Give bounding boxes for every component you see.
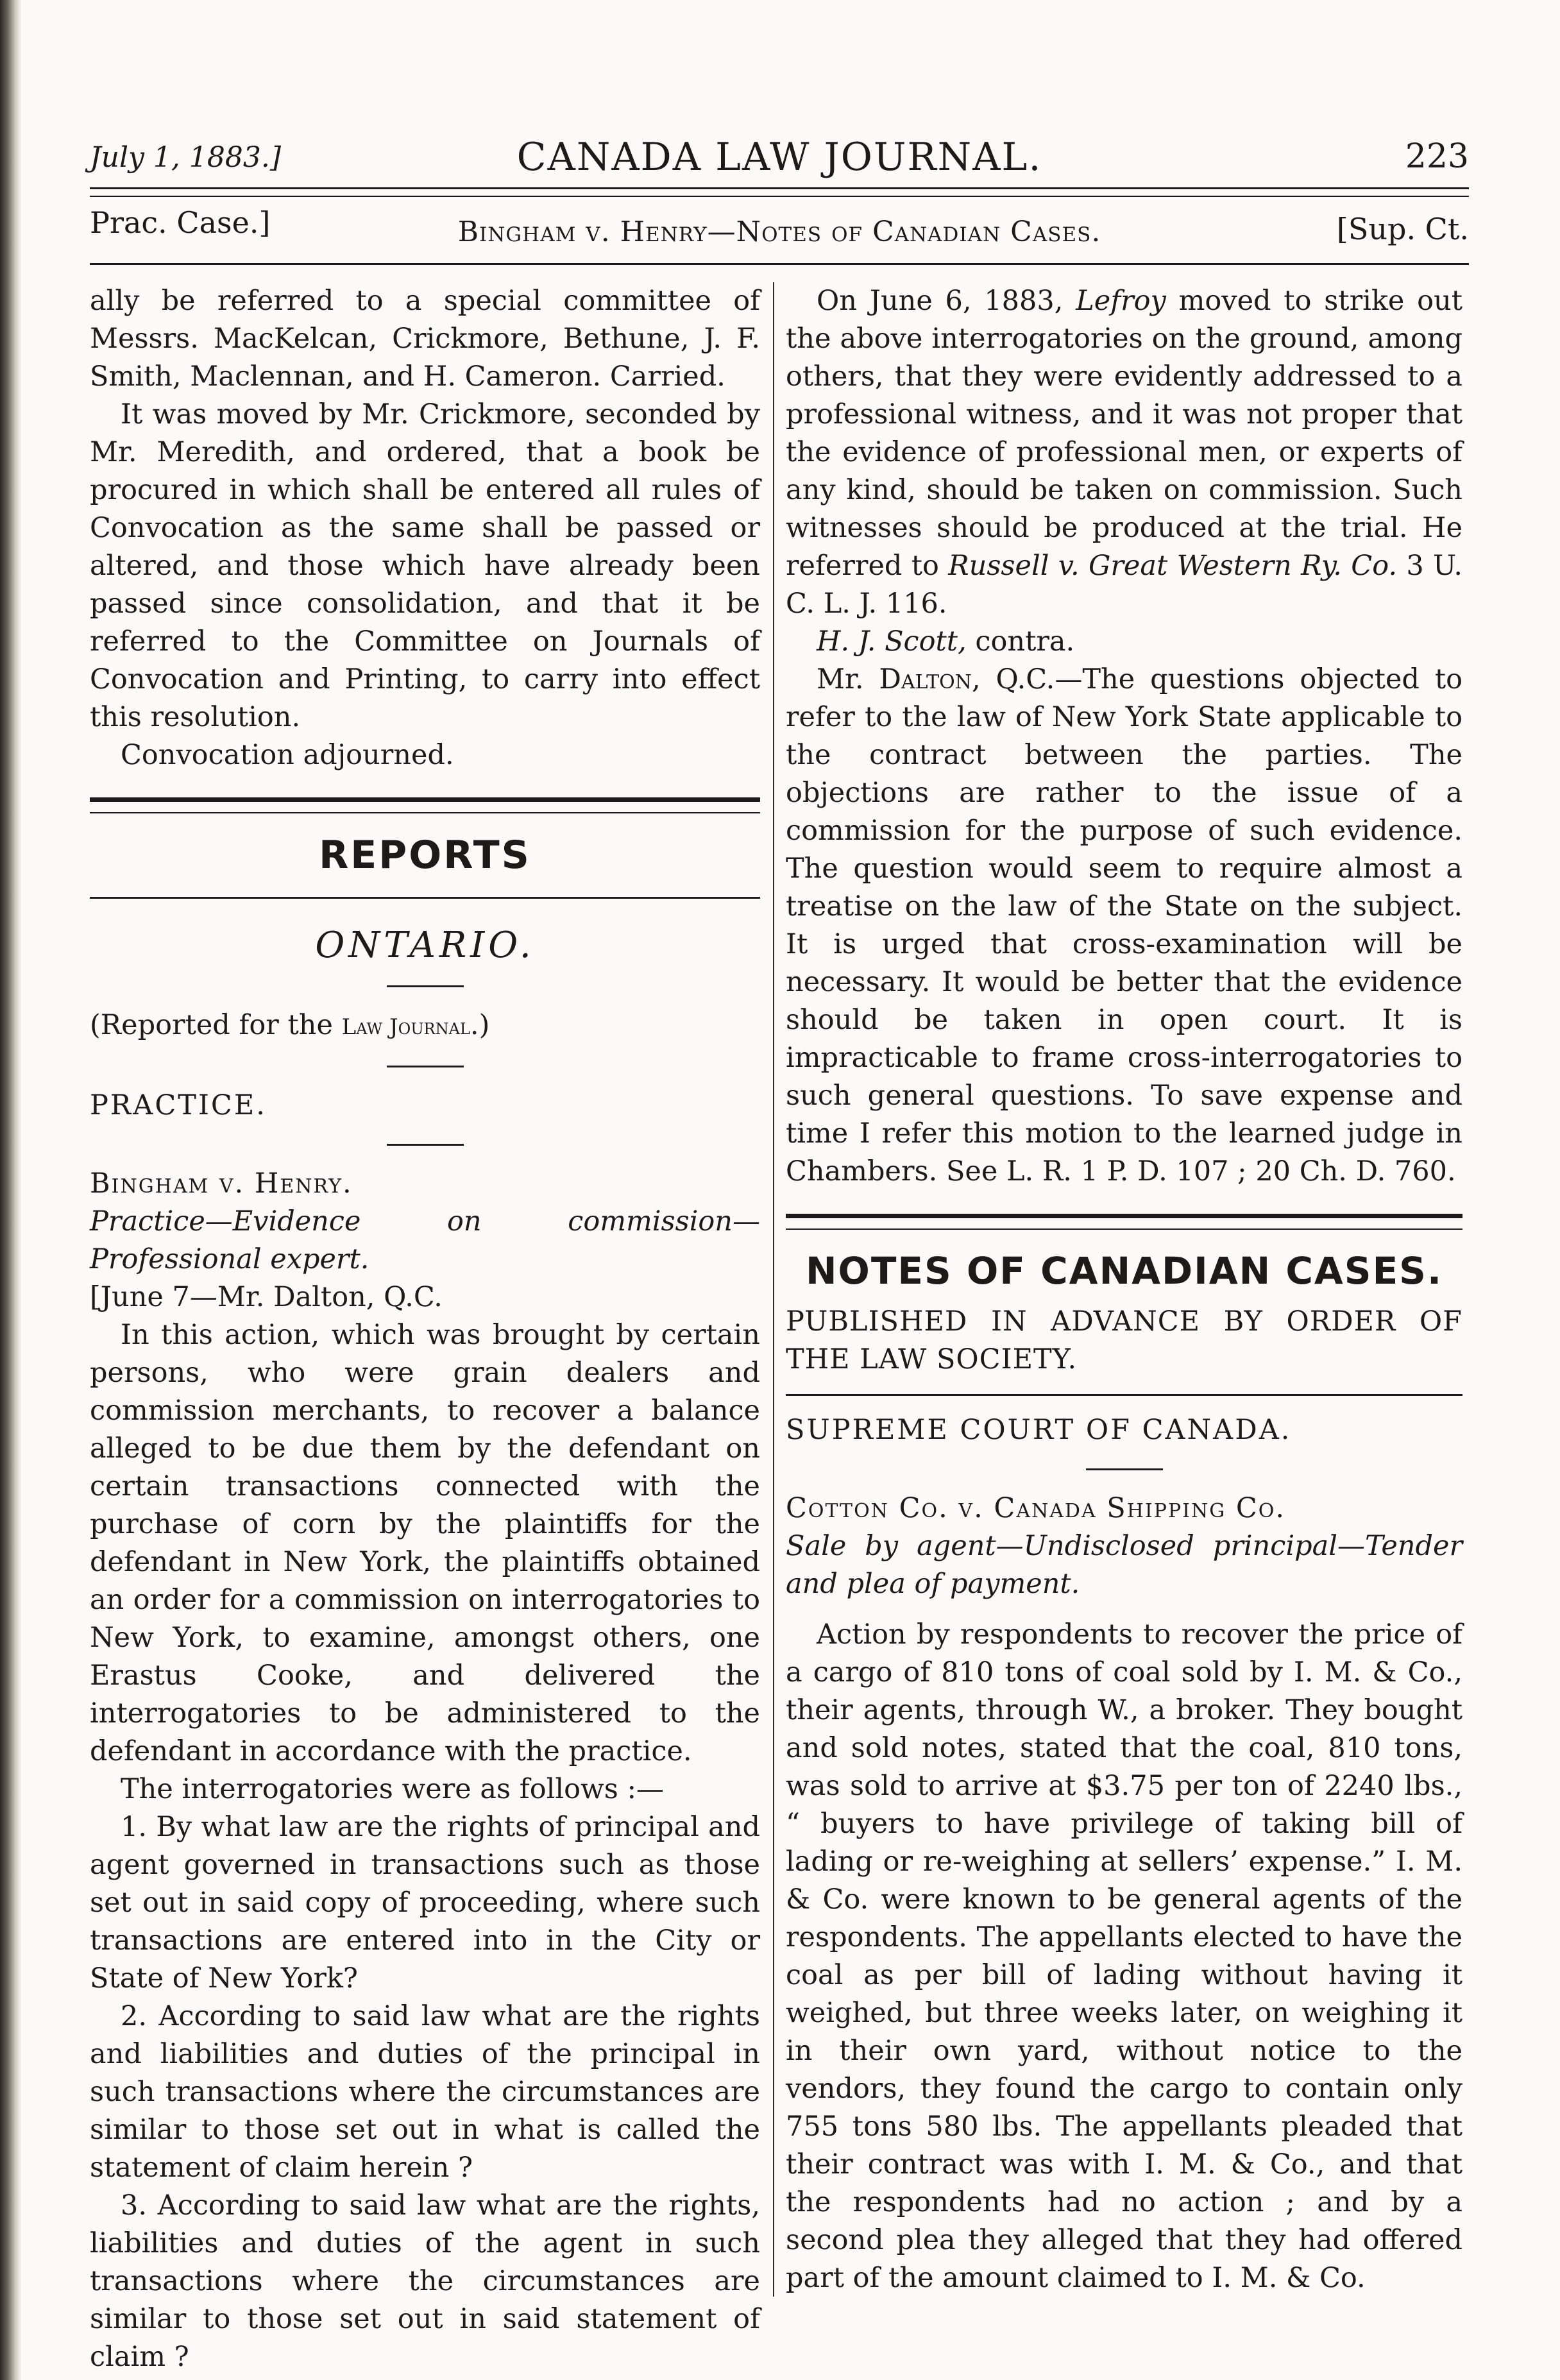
short-rule <box>387 985 464 987</box>
court-heading: SUPREME COURT OF CANADA. <box>786 1414 1292 1446</box>
text: On June 6, 1883, <box>817 285 1064 317</box>
section-center: Bingham v. Henry—Notes of Canadian Cases. <box>457 216 1101 248</box>
left-column <box>90 282 760 2376</box>
issue-date: July 1, 1883.] <box>90 141 281 174</box>
short-rule <box>1086 1468 1163 1470</box>
case-headnote: Practice—Evidence on commission—Professional expert. <box>90 1205 760 1275</box>
short-rule <box>387 1066 464 1067</box>
paragraph: In this action, which was brought by certain persons, who were grain dealers and commission merchants, to recover a balance alleged to be due them by the defendant on certain transactions connected with the purchase of corn by the plaintiffs for the defendant in New York, the plaintiffs obtained an order for a commission on interrogatories to New York, to examine, amongst others, one Erastus Cooke, and delivered the interrogatories to be administered to the defendant in accordance with the practice. <box>90 1319 760 1767</box>
header-rule <box>90 187 1469 197</box>
rule <box>786 1394 1462 1396</box>
reported-note <box>90 1007 760 1046</box>
judge-name: Dalton <box>879 663 972 695</box>
counsel-name: H. J. Scott, <box>817 625 967 658</box>
reported-suffix: .) <box>470 1009 490 1041</box>
section-right: [Sup. Ct. <box>1336 212 1469 246</box>
case-headnote: Sale by agent—Undisclosed principal—Tender and plea of payment. <box>786 1530 1462 1600</box>
section-head <box>90 205 1469 250</box>
section-rule <box>90 263 1469 265</box>
reported-journal: Law Journal <box>341 1014 470 1040</box>
case-date-judge: [June 7—Mr. Dalton, Q.C. <box>90 1281 443 1313</box>
paragraph: It was moved by Mr. Crickmore, seconded by Mr. Meredith, and ordered, that a book be procured in which shall be entered all rules of Convocation as the same shall be passed or altered, and those which have already been passed since consolidation, and that it be referred to the Committee on Journals of Convocation and Printing, to carry into effect this resolution. <box>90 398 760 733</box>
section-left: Prac. Case.] <box>90 205 271 240</box>
running-head <box>90 135 1469 192</box>
province-heading: ONTARIO. <box>315 924 535 966</box>
page-number: 223 <box>1405 137 1469 176</box>
paragraph <box>786 282 1462 623</box>
text: Mr. <box>817 663 864 695</box>
text: 3 U. C. L. J. 116. <box>786 550 1462 620</box>
counsel-name: Lefroy <box>1076 285 1166 317</box>
paragraph <box>786 623 1462 661</box>
text: , Q.C.—The questions objected to refer to the law of New York State applicable to the contract between the parties. The objections are rather to the issue of a commission for the purpose of such evidence. The question would seem to require almost a treatise on the law of the State on the subject. It is urged that cross-examination will be necessary. It would be better that the evidence should be taken in open court. It is impracticable to frame cross-interrogatories to such general questions. To save expense and time I refer this motion to the learned judge in Chambers. See L. R. 1 P. D. 107 ; 20 Ch. D. 760. <box>786 663 1463 1187</box>
notes-heading: NOTES OF CANADIAN CASES. <box>806 1249 1443 1293</box>
practice-heading: PRACTICE. <box>90 1089 267 1121</box>
paragraph <box>786 661 1462 1191</box>
paragraph: Convocation adjourned. <box>121 739 454 771</box>
interrogatory-3: 3. According to said law what are the rights, liabilities and duties of the agent in such transactions where the circumstances are similar to those set out in said statement of claim ? <box>90 2189 760 2373</box>
case-name: Bingham v. Henry. <box>90 1168 353 1200</box>
text: contra. <box>975 625 1075 658</box>
section-divider <box>786 1214 1462 1230</box>
reported-prefix: (Reported for the <box>90 1009 333 1041</box>
column-divider <box>773 282 774 2297</box>
reports-heading: REPORTS <box>319 833 531 878</box>
journal-title: CANADA LAW JOURNAL. <box>516 135 1042 180</box>
text: moved to strike out the above interrogatories on the ground, among others, that they were evidently addressed to a professional witness, and it was not proper that the evidence of professional men, or experts of any kind, should be taken on commission. Such witnesses should be produced at the trial. He referred to <box>786 285 1462 582</box>
paragraph: ally be referred to a special committee of Messrs. MacKelcan, Crickmore, Bethune, J. F. Smith, Maclennan, and H. Cameron. Carried. <box>90 285 760 393</box>
section-divider <box>90 797 760 813</box>
case-name: Cotton Co. v. Canada Shipping Co. <box>786 1492 1286 1524</box>
interrogatory-1: 1. By what law are the rights of principal and agent governed in transactions such as those set out in said copy of proceeding, where such transactions are entered into in the City or State of New York? <box>90 1811 760 1994</box>
paragraph: Action by respondents to recover the price of a cargo of 810 tons of coal sold by I. M. & Co., their agents, through W., a broker. They bought and sold notes, stated that the coal, 810 tons, was sold to arrive at $3.75 per ton of 2240 lbs., “ buyers to have privilege of taking bill of lading or re-weighing at sellers’ expense.” I. M. & Co. were known to be general agents of the respondents. The appellants elected to have the coal as per bill of lading without having it weighed, but three weeks later, on weighing it in their own yard, without notice to the vendors, they found the cargo to contain only 755 tons 580 lbs. The appellants pleaded that their contract was with I. M. & Co., and that the respondents had no action ; and by a second plea they alleged that they had offered part of the amount claimed to I. M. & Co. <box>786 1619 1462 2294</box>
case-citation: Russell v. Great Western Ry. Co. <box>948 550 1397 582</box>
binding-edge <box>0 0 22 2380</box>
rule <box>90 897 760 899</box>
short-rule <box>387 1144 464 1146</box>
right-column <box>786 282 1462 2297</box>
paragraph: The interrogatories were as follows :— <box>121 1773 665 1805</box>
interrogatory-2: 2. According to said law what are the rights and liabilities and duties of the principal in such transactions where the circumstances are similar to those set out in what is called the statement of claim herein ? <box>90 2000 760 2184</box>
published-note: PUBLISHED IN ADVANCE BY ORDER OF THE LAW SOCIETY. <box>786 1305 1462 1375</box>
